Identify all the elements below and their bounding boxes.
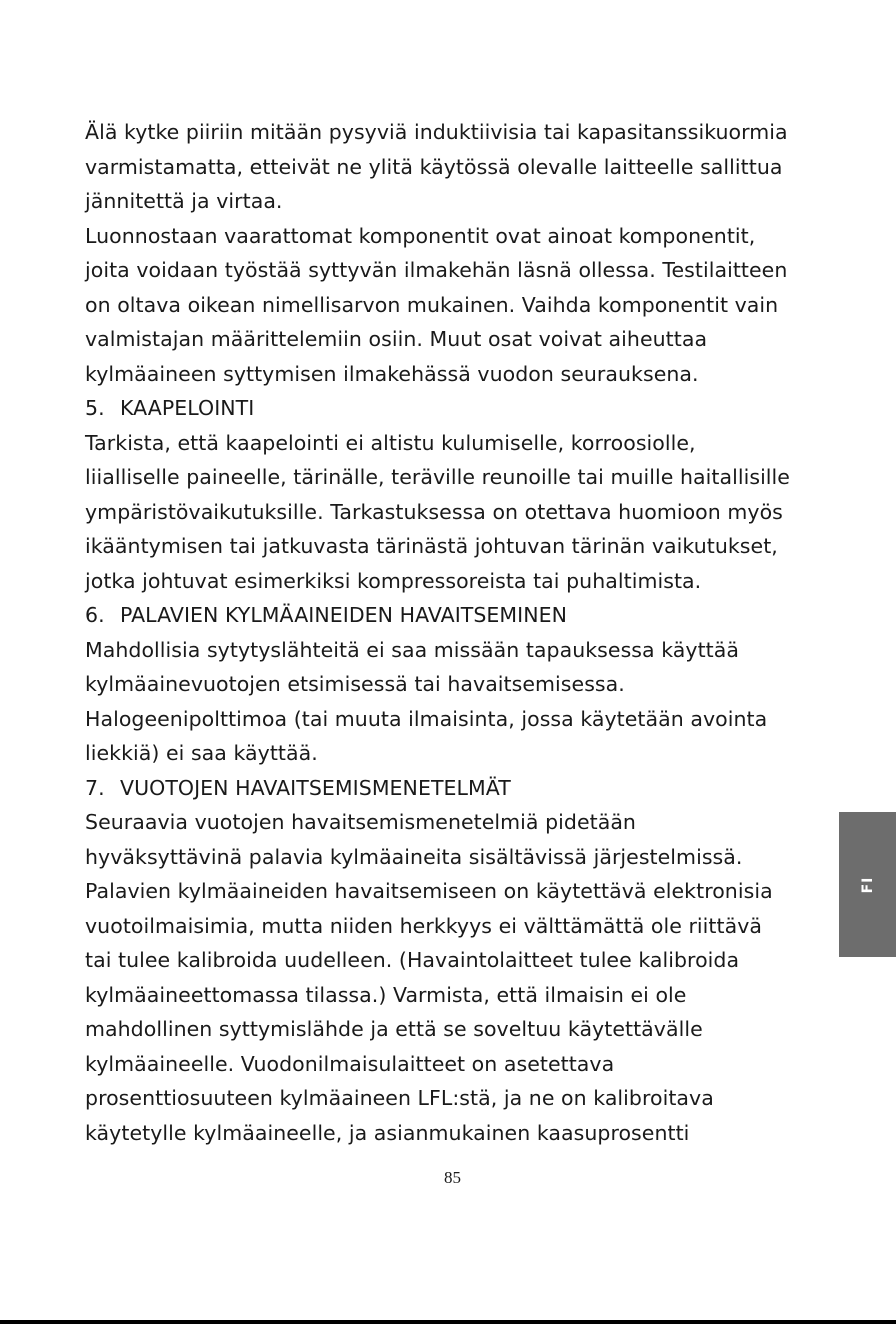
- language-tab: [839, 812, 896, 957]
- body-text-line: prosenttiosuuteen kylmäaineen LFL:stä, ja ne on kalibroitava: [85, 1086, 714, 1110]
- body-text-line: valmistajan määrittelemiin osiin. Muut osat voivat aiheuttaa: [85, 327, 708, 351]
- body-text-line: tai tulee kalibroida uudelleen. (Havaintolaitteet tulee kalibroida: [85, 948, 740, 972]
- section-heading-cabling: [85, 391, 830, 426]
- section-title: KAAPELOINTI: [120, 396, 255, 420]
- body-text-line: hyväksyttävinä palavia kylmäaineita sisältävissä järjestelmissä.: [85, 844, 743, 869]
- section-heading-refrigerant-detection: [85, 598, 830, 633]
- section-heading-leak-detection-methods: [85, 771, 830, 806]
- bottom-border: [0, 1320, 896, 1324]
- body-text-line: kylmäaineelle. Vuodonilmaisulaitteet on asetettava: [85, 1051, 615, 1076]
- body-text-line: Palavien kylmäaineiden havaitsemiseen on käytettävä elektronisia: [85, 879, 773, 903]
- page-content: [85, 115, 830, 1150]
- body-text-line: ikääntymisen tai jatkuvasta tärinästä johtuvan tärinän vaikutukset,: [85, 534, 778, 558]
- body-text-line: Älä kytke piiriin mitään pysyviä induktiivisia tai kapasitanssikuormia: [85, 120, 788, 144]
- body-text-line: liialliselle paineelle, tärinälle, teräville reunoille tai muille haitallisille: [85, 465, 790, 489]
- body-text-line: Halogeenipolttimoa (tai muuta ilmaisinta, jossa käytetään avointa: [85, 706, 768, 731]
- section-number: 5.: [85, 396, 105, 420]
- body-text-line: vuotoilmaisimia, mutta niiden herkkyys ei välttämättä ole riittävä: [85, 913, 762, 938]
- body-text-line: jotka johtuvat esimerkiksi kompressoreista tai puhaltimista.: [85, 568, 702, 593]
- body-text-line: kylmäaineen syttymisen ilmakehässä vuodon seurauksena.: [85, 361, 699, 386]
- body-text-line: joita voidaan työstää syttyvän ilmakehän läsnä ollessa. Testilaitteen: [85, 258, 788, 282]
- body-text-line: jännitettä ja virtaa.: [85, 189, 283, 213]
- body-text-line: Seuraavia vuotojen havaitsemismenetelmiä pidetään: [85, 810, 636, 834]
- body-text-line: mahdollinen syttymislähde ja että se soveltuu käytettävälle: [85, 1017, 703, 1041]
- body-text-line: on oltava oikean nimellisarvon mukainen. Vaihda komponentit vain: [85, 292, 779, 317]
- body-text-line: kylmäainevuotojen etsimisessä tai havaitsemisessa.: [85, 672, 625, 696]
- body-text-line: Luonnostaan vaarattomat komponentit ovat ainoat komponentit,: [85, 223, 756, 248]
- page-number: 85: [444, 1168, 461, 1187]
- body-text-line: kylmäaineettomassa tilassa.) Varmista, että ilmaisin ei ole: [85, 982, 687, 1007]
- section-number: 7.: [85, 775, 105, 800]
- section-title: PALAVIEN KYLMÄAINEIDEN HAVAITSEMINEN: [120, 603, 568, 627]
- body-text-line: käytetylle kylmäaineelle, ja asianmukainen kaasuprosentti: [85, 1120, 690, 1145]
- body-text-line: Tarkista, että kaapelointi ei altistu kulumiselle, korroosiolle,: [85, 430, 696, 455]
- body-text-line: Mahdollisia sytytyslähteitä ei saa missään tapauksessa käyttää: [85, 637, 739, 662]
- language-tab-label: FI: [859, 876, 876, 893]
- body-text-line: varmistamatta, etteivät ne ylitä käytössä olevalle laitteelle sallittua: [85, 154, 783, 179]
- body-text-line: ympäristövaikutuksille. Tarkastuksessa on otettava huomioon myös: [85, 499, 783, 524]
- body-text-line: liekkiä) ei saa käyttää.: [85, 741, 318, 765]
- section-number: 6.: [85, 603, 105, 627]
- section-title: VUOTOJEN HAVAITSEMISMENETELMÄT: [120, 775, 511, 800]
